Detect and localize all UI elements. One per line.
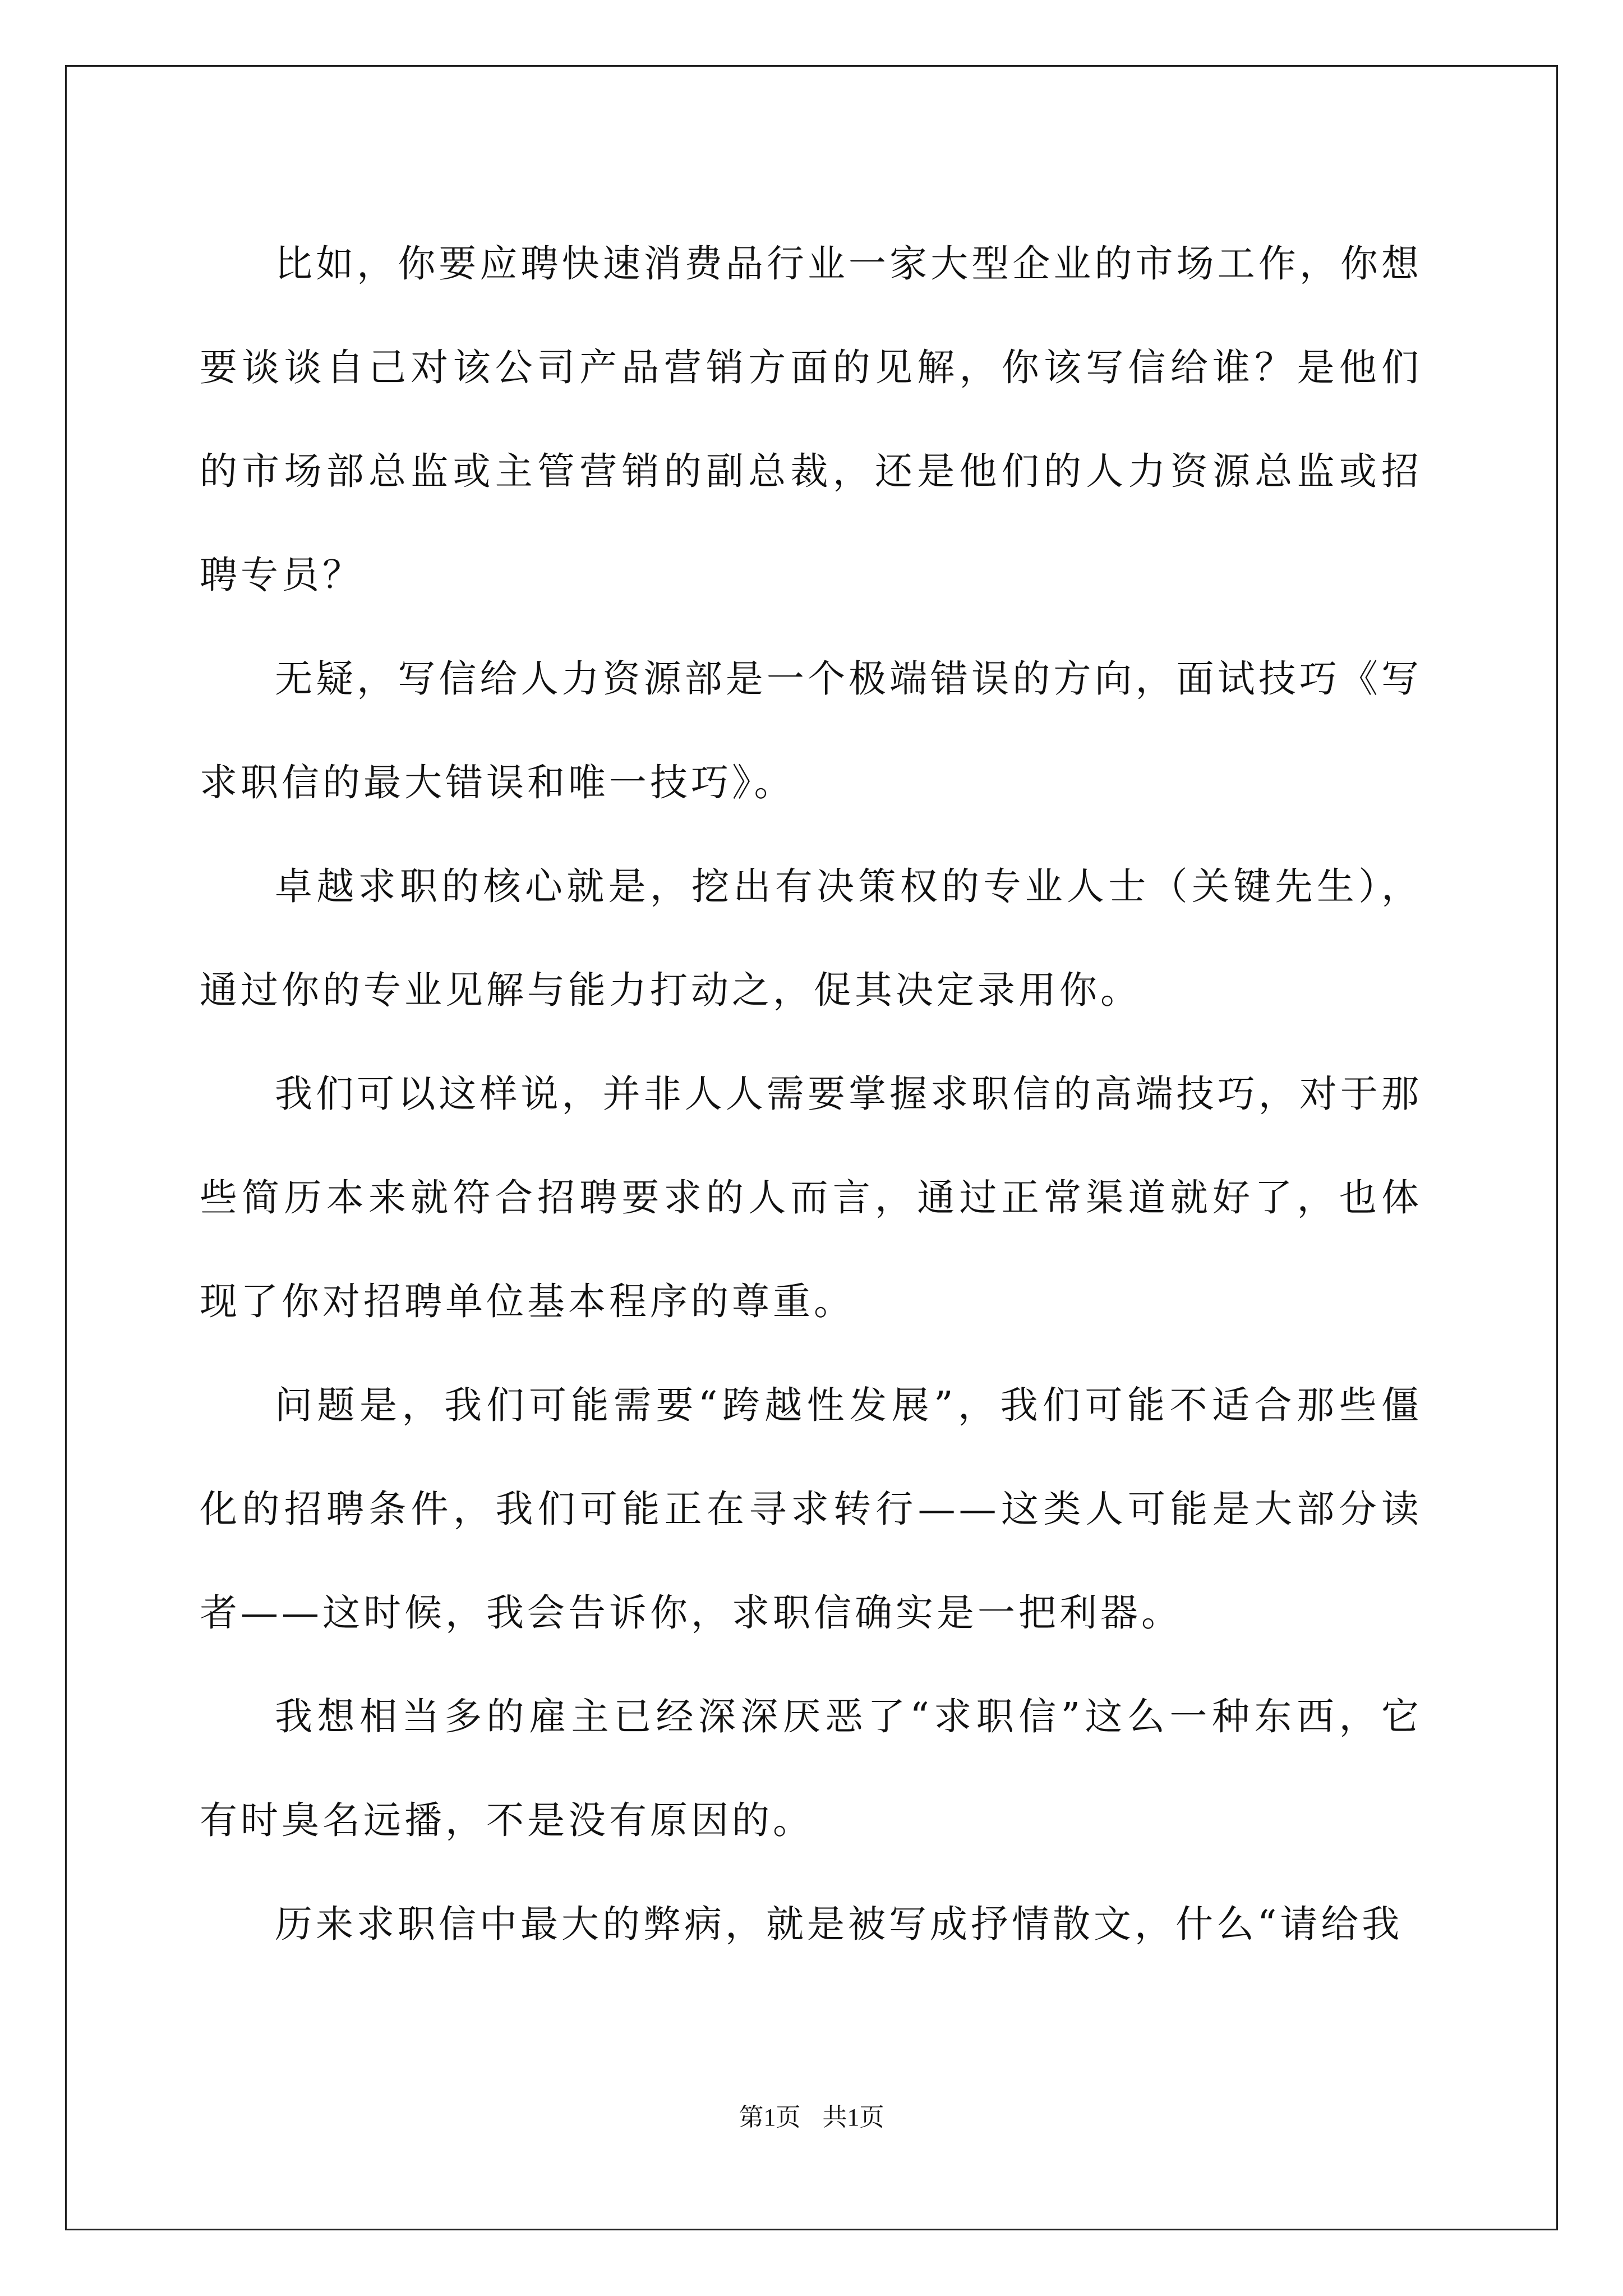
paragraph: 比如，你要应聘快速消费品行业一家大型企业的市场工作，你想要谈谈自己对该公司产品营销方面的见解，你该写信给谁？是他们的市场部总监或主管营销的副总裁，还是他们的人力资源总监或招聘专员？: [200, 242, 1422, 597]
paragraph: 卓越求职的核心就是，挖出有决策权的专业人士（关键先生），通过你的专业见解与能力打动之，促其决定录用你。: [200, 864, 1422, 1012]
page-number-current: 第1页: [739, 2104, 801, 2131]
paragraph: 我们可以这样说，并非人人需要掌握求职信的高端技巧，对于那些简历本来就符合招聘要求的人而言，通过正常渠道就好了，也体现了你对招聘单位基本程序的尊重。: [200, 1072, 1422, 1323]
page-footer: [0, 2097, 1623, 2133]
document-body: [200, 212, 1422, 1976]
paragraph: 我想相当多的雇主已经深深厌恶了“求职信”这么一种东西，它有时臭名远播，不是没有原因的。: [200, 1695, 1422, 1842]
page-number-total: 共1页: [822, 2104, 884, 2131]
paragraph: 问题是，我们可能需要“跨越性发展”，我们可能不适合那些僵化的招聘条件，我们可能正在寻求转行——这类人可能是大部分读者——这时候，我会告诉你，求职信确实是一把利器。: [200, 1383, 1422, 1635]
paragraph: 历来求职信中最大的弊病，就是被写成抒情散文，什么“请给我: [275, 1902, 1403, 1946]
paragraph: 无疑，写信给人力资源部是一个极端错误的方向，面试技巧《写求职信的最大错误和唯一技巧》。: [200, 657, 1422, 804]
